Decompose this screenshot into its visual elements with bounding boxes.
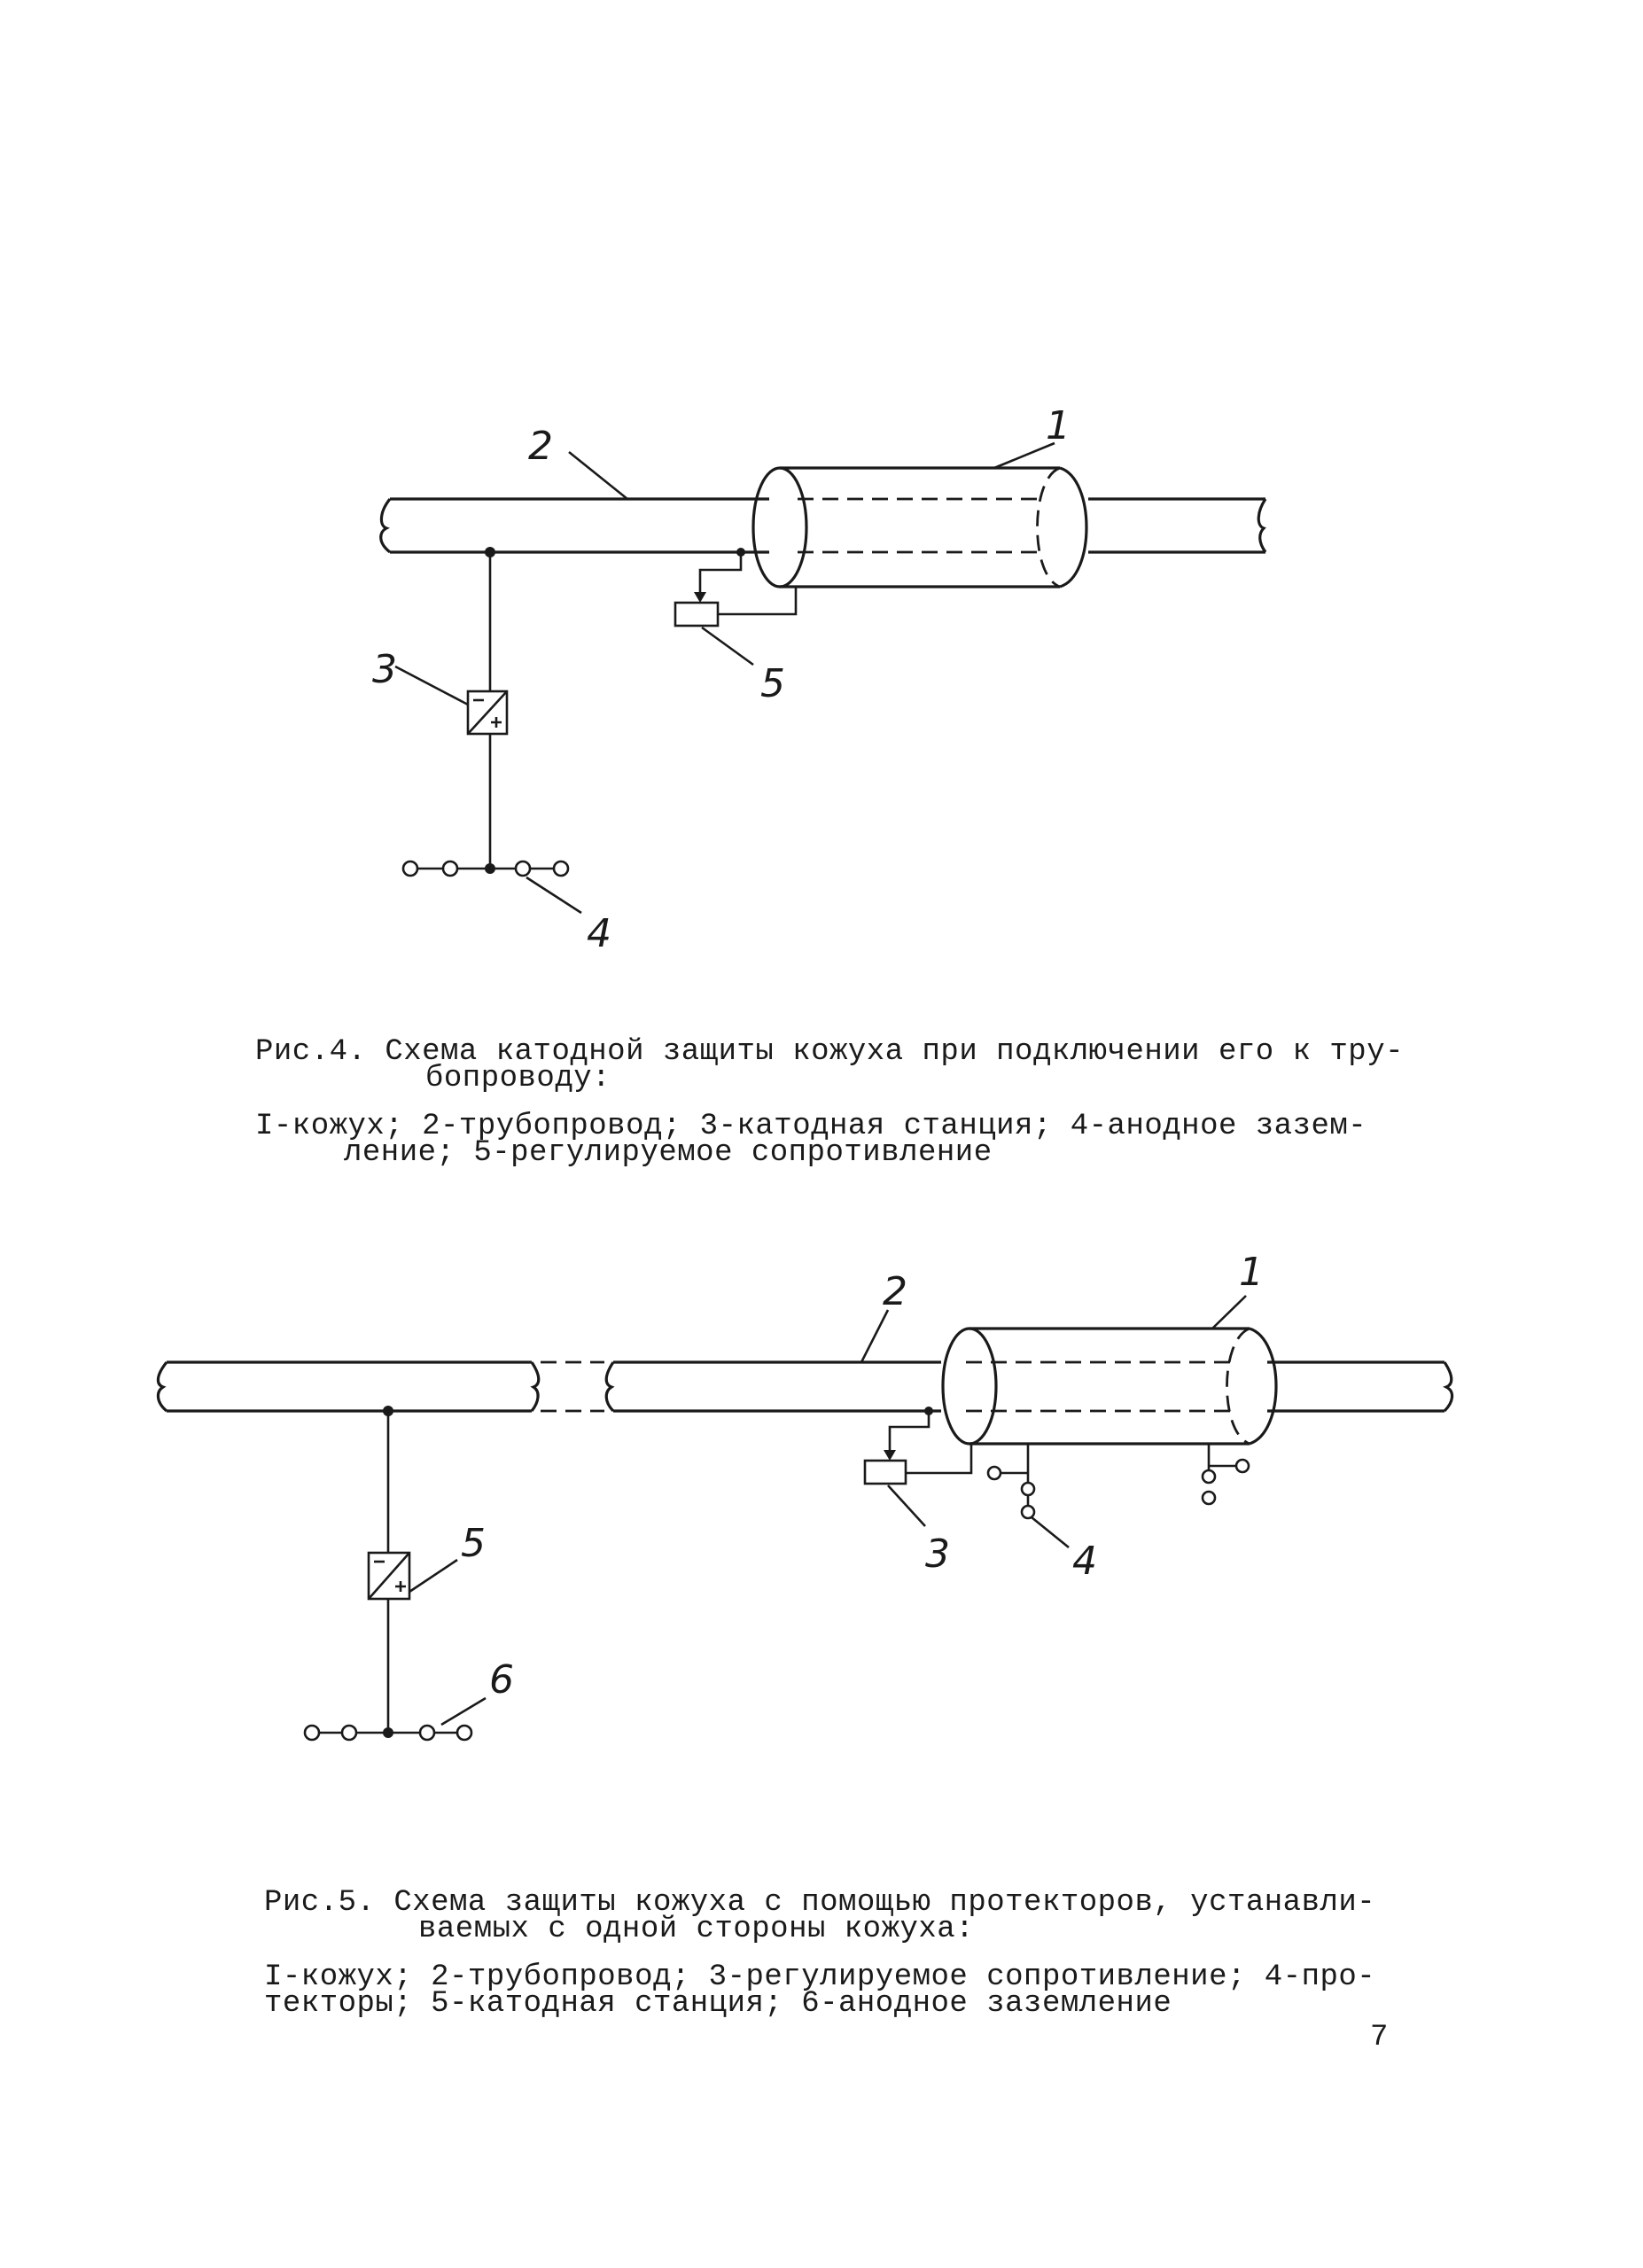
page-number: 7: [1370, 2021, 1389, 2054]
fig5-pipeline: [158, 1362, 1452, 1411]
fig5-anode-ground: [305, 1726, 471, 1740]
fig4-caption-title-1: Рис.4. Схема катодной защиты кожуха при подключении его к тру-: [255, 1035, 1405, 1069]
fig5-label-casing: 1: [1239, 1250, 1264, 1295]
fig5-casing: [943, 1329, 1276, 1444]
fig5-label-protectors: 4: [1072, 1539, 1097, 1584]
fig5-label-resistor: 3: [925, 1531, 950, 1577]
fig4-caption-title-2: бопроводу:: [425, 1062, 611, 1095]
fig5-label-station: 5: [461, 1521, 486, 1566]
fig5-resistor: [865, 1407, 971, 1484]
fig5-caption-title-1: Рис.5. Схема защиты кожуха с помощью протекторов, устанавли-: [264, 1886, 1376, 1920]
fig4-cathodic-station: [468, 547, 507, 869]
fig5-caption-title-2: ваемых с одной стороны кожуха:: [418, 1913, 975, 1946]
fig5-caption-legend-2: текторы; 5-катодная станция; 6-анодное заземление: [264, 1987, 1172, 2021]
fig4-caption-legend-1: I-кожух; 2-трубопровод; 3-катодная станция; 4-анодное зазем-: [255, 1110, 1367, 1143]
fig5-protectors: [988, 1444, 1249, 1518]
fig4-label-resistor: 5: [760, 661, 785, 706]
fig5-cathodic-station: [369, 1406, 409, 1733]
fig4-label-anode: 4: [587, 911, 611, 956]
fig5-label-pipeline: 2: [883, 1269, 907, 1314]
fig4-casing: [753, 468, 1086, 587]
fig4-caption-legend-2: ление; 5-регулируемое сопротивление: [344, 1136, 993, 1170]
fig4-anode-ground: [403, 861, 568, 876]
fig4-label-pipeline: 2: [528, 424, 553, 469]
fig4-pipeline: [381, 499, 1265, 552]
fig5-label-anode: 6: [489, 1657, 514, 1703]
fig5-leaders: [409, 1296, 1246, 1725]
fig4-leaders: [395, 443, 1055, 913]
fig4-label-casing: 1: [1046, 403, 1071, 448]
fig4-label-station: 3: [372, 647, 397, 692]
fig5-caption-legend-1: I-кожух; 2-трубопровод; 3-регулируемое сопротивление; 4-про-: [264, 1960, 1376, 1994]
